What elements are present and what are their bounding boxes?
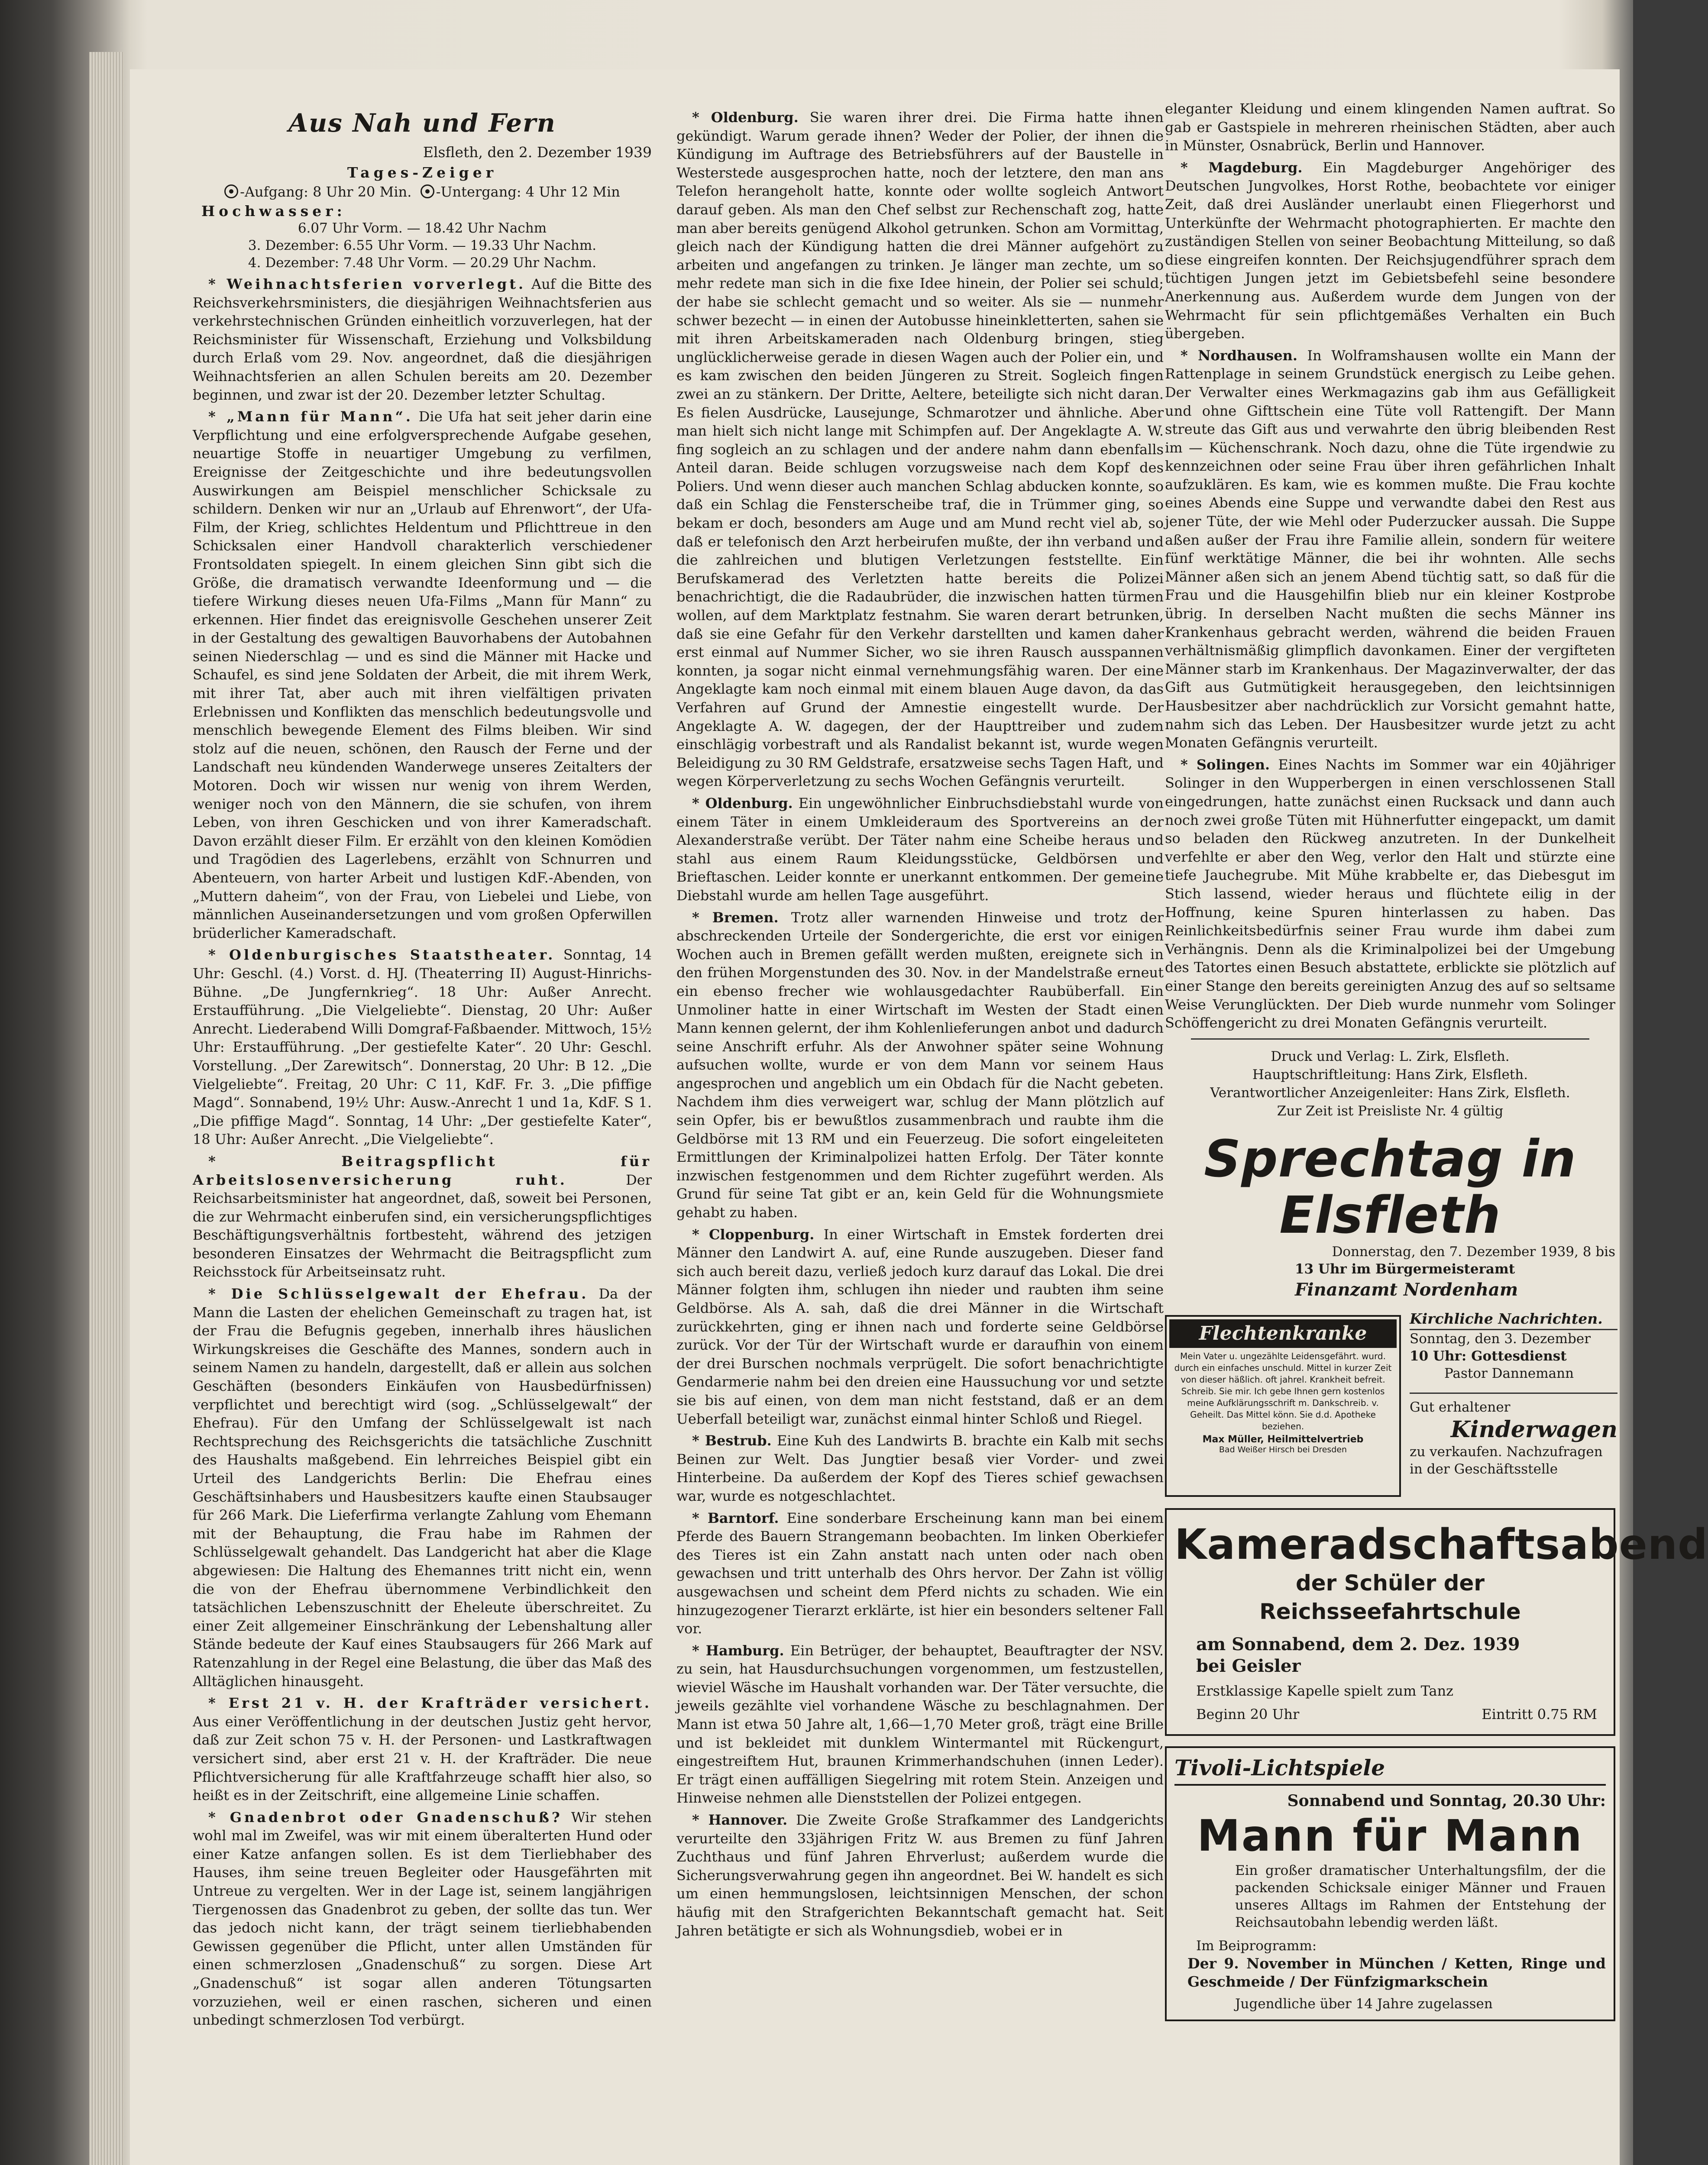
- article-text: In Wolframshausen wollte ein Mann der Rattenplage in seinem Grundstück energisch zu Leibe gehen. Der Verwalter eines Werkmagazins gab ihm aus Gefälligkeit und ohne Gifttschein eine Tüte voll Rattengift. Der Mann streute das Gift aus und verwahrte den übrig bleibenden Rest im — Küchenschrank. Noch dazu, ohne die Tüte irgendwie zu kennzeichnen oder seine Frau über ihren gefährlichen Inhalt aufzuklären. Es kam, wie es kommen mußte. Die Frau kochte eines Abends eine Suppe und verwandte dabei den Rest aus jener Tüte, der wie Mehl oder Puderzucker aussah. Die Suppe aßen außer der Frau ihre Familie allein, sondern für weitere fünf werktätige Männer, die bei ihr wohnten. Alle sechs Männer aßen sich an jenem Abend tüchtig satt, so daß für die Frau und die Hausgehilfin blieb nur ein kleiner Kostprobe übrig. In derselben Nacht mußten die sechs Männer ins Krankenhaus gebracht werden, während die beiden Frauen verhältnismäßig glimpflich davonkamen. Einer der vergifteten Männer starb im Krankenhaus. Der Magazinverwalter, der das Gift aus Gutmütigkeit herausgegeben, den leichtsinnigen Hausbesitzer aber nachdrücklich zur Vorsicht gemahnt hatte, nahm sich das Leben. Der Hausbesitzer wurde jetzt zu acht Monaten Gefängnis verurteilt.: [1165, 347, 1616, 751]
- article-text: Auf die Bitte des Reichsverkehrsministers, die diesjährigen Weihnachtsferien aus verkehrstechnischen Gründen einheitlich vorzuverlegen, hat der Reichsminister für Wissenschaft, Erziehung und Volksbildung durch Erlaß vom 29. Nov. angeordnet, daß die diesjährigen Weihnachtsferien an allen Schulen bereits am 20. Dezember beginnen, und zwar ist der 20. Dezember letzter Schultag.: [193, 276, 652, 403]
- ad-age: Jugendliche über 14 Jahre zugelassen: [1235, 1996, 1493, 2012]
- newspaper-page: [130, 69, 1708, 2165]
- article-place: * Magdeburg.: [1181, 159, 1303, 176]
- ad-kirchliche: [1410, 1309, 1617, 1478]
- ad-line: in der Geschäftsstelle: [1410, 1461, 1558, 1477]
- article-place: * Bestrub.: [692, 1432, 772, 1449]
- ad-headline: Sprechtag in Elsfleth: [1204, 1128, 1576, 1245]
- article-place: * Hannover.: [692, 1812, 788, 1829]
- sun-icon: [421, 184, 434, 198]
- ad-sprechtag: [1165, 1128, 1615, 1302]
- article-place: * Bremen.: [692, 909, 779, 926]
- article-text: Wir stehen wohl mal im Zweifel, was wir mit einem überalterten Hund oder einer Katze anfangen sollen. Es ist dem Tierliebhaber des Hauses, ihm seine treuen Begleiter oder Hausgefährten mit Untreue zu vergelten. Wer in der Lage ist, seinem langjährigen Tiergenossen das Gnadenbrot zu geben, der sollte das tun. Wer das jedoch nicht kann, der trägt seinem tierliebhabenden Gewissen gegenüber die Pflicht, unter allen Umständen für einen schmerzlosen „Gnadenschuß“ zu sorgen. Diese Art „Gnadenschuß“ ist sogar allen anderen Tötungsarten vorzuziehen, weil er einen raschen, sicheren und einen unbedingt schmerzlosen Tod verbürgt.: [193, 1809, 652, 2029]
- article-text: Eines Nachts im Sommer war ein 40jähriger Solinger in den Wupperbergen in einen verschlossenen Stall eingedrungen, hatte zunächst einen Rucksack und dann auch noch zwei große Tüten mit Hühnerfutter eingepackt, um damit so beladen den Rückweg anzutreten. In der Dunkelheit verfehlte er aber den Weg, verlor den Halt und stürzte eine tiefe Jauchegrube. Mit Mühe krabbelte er, das Diebesgut im Stich lassend, wieder heraus und flüchtete eilig in der Hoffnung, keine Spuren hinterlassen zu haben. Das Reinlichkeitsbedürfnis seiner Frau wurde ihm dabei zum Verhängnis. Denn als die Kriminalpolizei bei der Umgebung des Tatortes einen Besuch abstattete, erblickte sie plötzlich auf einer Stange den bereits gereinigten Anzug des auf so seltsame Weise Verunglückten. Der Dieb wurde nunmehr vom Solinger Schöffengericht zu drei Monaten Gefängnis verurteilt.: [1165, 756, 1616, 1031]
- tide-line: 3. Dezember: 6.55 Uhr Vorm. — 19.33 Uhr Nachm.: [248, 238, 597, 253]
- article: [676, 1225, 1164, 1428]
- sunset-text: -Untergang: 4 Uhr 12 Min: [436, 184, 620, 200]
- ad-date: am Sonnabend, dem 2. Dez. 1939: [1196, 1634, 1520, 1654]
- article-place: * Oldenburg.: [692, 795, 793, 811]
- article-place: * Solingen.: [1181, 756, 1270, 773]
- article: [193, 1285, 652, 1690]
- article: [1165, 346, 1615, 752]
- section-title: Aus Nah und Fern: [288, 108, 556, 138]
- article-place: * Cloppenburg.: [692, 1226, 815, 1243]
- article: [1165, 100, 1615, 155]
- almanac-title: Tages-Zeiger: [347, 164, 498, 181]
- article: [676, 108, 1164, 791]
- ad-entry: Eintritt 0.75 RM: [1482, 1706, 1597, 1722]
- article-place: * Barntorf.: [692, 1509, 779, 1526]
- tide-line: 6.07 Uhr Vorm. — 18.42 Uhr Nachm: [298, 220, 547, 236]
- ad-venue: bei Geisler: [1196, 1655, 1301, 1676]
- ad-desc: Ein großer dramatischer Unterhaltungsfilm, der die packenden Schicksale einiger Männer und Frauen unseres Alltags im Rahmen der Entstehung der Reichsautobahn lebendig werden läßt.: [1235, 1862, 1606, 1930]
- article-text: Ein ungewöhnlicher Einbruchsdiebstahl wurde von einem Täter in einem Umkleideraum des Sportvereins an der Alexanderstraße verübt. Der Täter nahm eine Scheibe heraus und stahl aus einem Raum Kleidungsstücke, Geldbörsen und Brieftaschen. Leider konnte er unerkannt entkommen. Der gemeine Diebstahl wurde am hellen Tage ausgeführt.: [676, 795, 1164, 904]
- imprint-line: Hauptschriftleitung: Hans Zirk, Elsfleth.: [1252, 1066, 1528, 1082]
- article-text: Der Reichsarbeitsminister hat angeordnet, daß, soweit bei Personen, die zur Wehrmacht einberufen sind, ein versicherungspflichtiges Beschäftigungsverhältnis fortbesteht, während des jetzigen besonderen Einsatzes der Wehrmacht die Beitragspflicht zum Reichsstock für Arbeitseinsatz ruht.: [193, 1171, 652, 1280]
- ad-when: Sonnabend und Sonntag, 20.30 Uhr:: [1287, 1791, 1606, 1810]
- article: [1165, 756, 1615, 1032]
- column-3: [1165, 100, 1708, 2021]
- divider: [1191, 1038, 1589, 1040]
- ad-line: Erstklassige Kapelle spielt zum Tanz: [1196, 1682, 1454, 1699]
- article-text: Sie waren ihrer drei. Die Firma hatte ihnen gekündigt. Warum gerade ihnen? Weder der Polier, der ihnen die Kündigung im Auftrage des Betriebsführers auf der Baustelle in Westerstede ausgesprochen hatte, noch der letztere, den man ans Telefon herangeholt hatte, konnte oder wollte sogleich Antwort darauf geben. Als man den Chef selbst zur Rechenschaft zog, hatte man aber bereits genügend Alkohol getrunken. Schon am Vormittag, gleich nach der Kündigung hatten die drei Männer aufgehört zu arbeiten und angefangen zu trinken. Je länger man zechte, um so mehr redete man sich in die fixe Idee hinein, der Polier sei schuld; der habe sie schlecht gemacht und so weiter. Als sie — nunmehr schwer bezecht — in einen der Autobusse hineinkletterten, sahen sie mit ihren Arbeitskameraden nach Oldenburg bringen, stieg unglücklicherweise gerade in diesen Wagen auch der Polier ein, und es kam zwischen den beiden Jüngeren zu Streit. Sogleich fingen zwei an zu stänkern. Der Dritte, Aeltere, beteiligte sich nicht daran. Es fielen Ausdrücke, Lausejunge, Schmarotzer und ähnliche. Aber man hielt sich nicht lange mit Schimpfen auf. Der Angeklagte A. W. fing sogleich an zu schlagen und der andere nahm dann ebenfalls Anteil daran. Beide schlugen vorzugsweise nach dem Kopf des Poliers. Und wenn dieser auch manchen Schlag abducken konnte, so daß ein Schlag die Fensterscheibe traf, die in Trümmer ging, so bekam er doch, besonders am Auge und am Mund recht viel ab, so daß er telefonisch den Arzt herbeirufen mußte, der ihn verband und die zahlreichen und blutigen Verletzungen feststellte. Ein Berufskamerad des Verletzten hatte bereits die Polizei benachrichtigt, die die Radaubrüder, die inzwischen hatten türmen wollen, auf dem Marktplatz festnahm. Sie waren derart betrunken, daß sie eine Gefahr für den Verkehr darstellten und kamen daher erst einmal auf Nummer Sicher, wo sie ihren Rausch ausspannen konnten, ja sogar nicht einmal vernehmungsfähig waren. Der eine Angeklagte kam noch einmal mit einem blauen Auge davon, da das Verfahren auf Grund der Amnestie eingestellt wurde. Der Angeklagte A. W. dagegen, der der Haupttreiber und zudem einschlägig vorbestraft und als Randalist bekannt ist, wurde wegen Beleidigung zu 30 RM Geldstrafe, ersatzweise sechs Tagen Haft, und wegen Körperverletzung zu sechs Wochen Gefängnis verurteilt.: [676, 109, 1164, 790]
- article: [676, 908, 1164, 1222]
- ad-text: Mein Vater u. ungezählte Leidensgefährt. wurd. durch ein einfaches unschuld. Mittel in kurzer Zeit von dieser häßlich. oft jahrel. Krankheit befreit. Schreib. Sie mir. Ich gebe Ihnen gern kostenlos meine Aufklärungsschrift m. Dankschreib. v. Geheilt. Das Mittel könn. Sie d.d. Apotheke beziehen.: [1174, 1351, 1392, 1431]
- article: [1165, 158, 1615, 343]
- article-text: Aus einer Veröffentlichung in der deutschen Justiz geht hervor, daß zur Zeit schon 75 v. H. der Personen- und Lastkraftwagen versichert sind, aber erst 21 v. H. der Krafträder. Die neue Pflichtversicherung für alle Kraftfahrzeuge schafft hier also, so heißt es in der Zeitschrift, eine allgemeine Linie schaffen.: [193, 1713, 652, 1804]
- article-text: Sonntag, 14 Uhr: Geschl. (4.) Vorst. d. HJ. (Theaterring II) August-Hinrichs-Bühne. „De Jungfernkrieg“. 18 Uhr: Außer Anrecht. Erstaufführung. „Die Vielgeliebte“. Dienstag, 20 Uhr: Außer Anrecht. Liederabend Willi Domgraf-Faßbaender. Mittwoch, 15½ Uhr: Erstaufführung. „Der gestiefelte Kater“. 20 Uhr: Geschl. Vorstellung. „Der Zarewitsch“. Donnerstag, 20 Uhr: B 12. „Die Vielgeliebte“. Freitag, 20 Uhr: C 11, KdF. Fr. 3. „Die pfiffige Magd“. Sonnabend, 19½ Uhr: Ausw.-Anrecht 1 und 1a, KdF. S 1. „Die pfiffige Magd“. Sonntag, 14 Uhr: „Der gestiefelte Kater“, 18 Uhr: Außer Anrecht. „Die Vielgeliebte“.: [193, 947, 652, 1148]
- article-text: Ein Betrüger, der behauptet, Beauftragter der NSV. zu sein, hat Hausdurchsuchungen vorgenommen, um festzustellen, wieviel Wäsche im Haushalt vorhanden war. Der Täter versuchte, die jeweils gezählte viel vorhandene Wäsche zu beschlagnahmen. Der Mann ist etwa 50 Jahre alt, 1,66—1,70 Meter groß, trägt eine Brille und ist bekleidet mit dunklem Wintermantel mit Rückengurt, eingestreiftem Hut, braunen Krimmerhandschuhen (innen Leder). Er trägt einen auffälligen Siegelring mit rotem Stein. Anzeigen und Hinweise nehmen alle Dienststellen der Polizei entgegen.: [676, 1642, 1164, 1806]
- ad-line: zu verkaufen. Nachzufragen: [1410, 1444, 1603, 1460]
- article: [193, 1694, 652, 1805]
- article-text: Die Ufa hat seit jeher darin eine Verpflichtung und eine erfolgversprechende Aufgabe gesehen, neuartige Stoffe in neuartiger Umgebung zu verfilmen, Ereignisse der Zeitgeschichte und ihre bedeutungsvollen Auswirkungen am Beispiel menschlicher Schicksale zu schildern. Denken wir nur an „Urlaub auf Ehrenwort“, der Ufa-Film, der Krieg, schlichtes Heldentum und Pflichttreue in den Schicksalen einer Handvoll charakterlich verschiedener Frontsoldaten spiegelt. In einem gleichen Sinn gibt sich die Größe, die dramatisch verwandte Ideenformung und — die tiefere Wirkung dieses neuen Ufa-Films „Mann für Mann“ zu erkennen. Hier findet das ereignisvolle Geschehen unserer Zeit in der Gestaltung des gewaltigen Bauvorhabens der Autobahnen seinen Niederschlag — und es sind die Männer mit Hacke und Schaufel, es sind jene Soldaten der Arbeit, die mit ihrem Werk, mit ihrer Tat, aber auch mit ihren vielfältigen privaten Erlebnissen und Konflikten das menschlich bedeutungsvolle und menschlich bewegende Element des Films bleiben. Wir sind stolz auf die neuen, schönen, den Rausch der Ferne und der Landschaft neu kündenden Wanderwege unseres Zeitalters der Motoren. Doch wir wissen nur wenig von ihrem Werden, weniger noch von den Männern, die sie schufen, von ihrem Leben, von ihren Geschicken und von ihrer Kameradschaft. Davon erzählt dieser Film. Er erzählt von den kleinen Komödien und Tragödien des Lagerlebens, erzählt von Schnurren und Abenteuern, von harter Arbeit und lustigen KdF.-Abenden, von „Muttern daheim“, von der Frau, von Liebelei und Liebe, von männlichen Auseinandersetzungen und vom großen Opferwillen brüderlicher Kameradschaft.: [193, 408, 652, 941]
- ad-title: Kirchliche Nachrichten.: [1410, 1309, 1617, 1330]
- divider: [1410, 1393, 1617, 1394]
- ad-tivoli: [1165, 1746, 1615, 2021]
- ad-address: Bad Weißer Hirsch bei Dresden: [1219, 1444, 1347, 1454]
- imprint-line: Zur Zeit ist Preisliste Nr. 4 gültig: [1277, 1103, 1504, 1119]
- page-edges: [89, 52, 124, 2165]
- article: [193, 275, 652, 404]
- ad-row: [1165, 1309, 1615, 1499]
- article: [193, 1808, 652, 2029]
- ad-beiprog-title: Im Beiprogramm:: [1196, 1938, 1317, 1954]
- ad-footer: [1174, 1705, 1606, 1724]
- column-2: [676, 108, 1164, 1943]
- article: [676, 1509, 1164, 1638]
- dateline: Elsfleth, den 2. Dezember 1939: [423, 144, 652, 161]
- article-text: In einer Wirtschaft in Emstek forderten drei Männer den Landwirt A. auf, eine Runde auszugeben. Dieser fand sich auch bereit dazu, verließ jedoch kurz darauf das Lokal. Die drei Männer folgten ihm, schlugen ihn nieder und raubten ihm seine Geldbörse. Als A. sah, daß die drei Männer in die Wirtschaft zurückkehrten, ging er ihnen nach und forderte seine Geldbörse zurück. Vor der Tür der Wirtschaft wurde er daraufhin von einem der drei Burschen nochmals verprügelt. Die sofort benachrichtigte Gendarmerie nahm bei den dreien eine Haussuchung vor und setzte sie bis auf einen, von dem man nicht feststand, daß er an dem Ueberfall beteiligt war, zunächst einmal hinter Schloß und Riegel.: [676, 1226, 1164, 1427]
- hochwasser-title: Hochwasser:: [201, 203, 346, 220]
- ad-subhead: der Schüler der Reichsseefahrtschule: [1259, 1570, 1521, 1624]
- article: [676, 1811, 1164, 1940]
- ad-begin: Beginn 20 Uhr: [1196, 1706, 1300, 1722]
- ad-signature: Max Müller, Heilmittelvertrieb: [1202, 1434, 1364, 1445]
- article: [676, 1642, 1164, 1807]
- sun-times: [193, 184, 652, 200]
- ad-line: 10 Uhr: Gottesdienst: [1410, 1348, 1567, 1364]
- ad-kameradschaftsabend: [1165, 1508, 1708, 1736]
- article-text: Die Zweite Große Strafkammer des Landgerichts verurteilte den 33jährigen Fritz W. aus Bremen zu fünf Jahren Zuchthaus und fünf Jahren Ehrverlust; außerdem wurde die Sicherungsverwahrung gegen ihn angeordnet. Bei W. handelt es sich um einen hemmungslosen, leichtsinnigen Menschen, der schon häufig mit den Strafgerichten Bekanntschaft gemacht hat. Seit Jahren betätigte er sich als Wohnungsdieb, wobei er in: [676, 1812, 1164, 1939]
- imprint: [1165, 1047, 1615, 1120]
- article-text: eleganter Kleidung und einem klingenden Namen auftrat. So gab er Gastspiele in mehreren rheinischen Städten, aber auch in Münster, Osnabrück, Berlin und Hannover.: [1165, 100, 1615, 154]
- article-topic: * Oldenburgisches Staatstheater.: [208, 947, 556, 963]
- sun-icon: [224, 184, 238, 198]
- article: [193, 407, 652, 942]
- article: [676, 794, 1164, 905]
- tide-line: 4. Dezember: 7.48 Uhr Vorm. — 20.29 Uhr Nachm.: [248, 255, 597, 271]
- ad-line: Sonntag, den 3. Dezember: [1410, 1331, 1591, 1347]
- article-topic: * Die Schlüsselgewalt der Ehefrau.: [208, 1286, 589, 1302]
- imprint-line: Verantwortlicher Anzeigenleiter: Hans Zirk, Elsfleth.: [1210, 1085, 1570, 1101]
- ad-line: Donnerstag, den 7. Dezember 1939, 8 bis: [1332, 1244, 1615, 1260]
- article-place: * Nordhausen.: [1181, 347, 1298, 364]
- ad-headline: Kameradschaftsabend: [1174, 1520, 1708, 1569]
- column-1: [193, 108, 652, 2033]
- article-text: Eine sonderbare Erscheinung kann man bei einem Pferde des Bauern Strangemann beobachten. Im linken Oberkiefer des Tieres ist ein Zahn anstatt nach unten oder nach oben gewachsen und tritt unterhalb des Ohrs hervor. Der Zahn ist völlig ausgewachsen und scheint dem Pferd nichts zu schaden. Wie ein hinzugezogener Tierarzt erklärte, ist hier ein besonders seltener Fall vor.: [676, 1509, 1164, 1637]
- article-text: Da der Mann die Lasten der ehelichen Gemeinschaft zu tragen hat, ist der Frau die Befugnis gegeben, innerhalb ihres häuslichen Wirkungskreises die Geschäfte des Mannes, sondern auch in seinem Namen zu handeln, dargestellt, daß er allein aus solchen Geschäften (besonders Einkäufen von Hausbedürfnissen) verpflichtet und berechtigt wird (sog. „Schlüsselgewalt“ der Ehefrau). Für den Umfang der Schlüsselgewalt ist nach Rechtsprechung des Reichsgerichts die tatsächliche Zuschnitt des Haushalts maßgebend. Ein lehrreiches Beispiel gibt ein Urteil des Landgerichts Berlin: Die Ehefrau eines Geschäftsinhabers und Hausbesitzers kaufte einen Staubsauger für 266 Mark. Die Lieferfirma verlangte Zahlung vom Ehemann mit der Behauptung, die Frau habe im Rahmen der Schlüsselgewalt gehandelt. Das Landgericht hat aber die Klage abgewiesen: Die Haltung des Ehemannes tritt nicht ein, wenn die von der Ehefrau übernommene Verbindlichkeit den tatsächlichen Lebenszuschnitt der Eheleute überschreitet. Zu einer Zeit allgemeiner Einschränkung der Lebenshaltung aller Stände bedeute der Kauf eines Staubsaugers für 266 Mark auf Ratenzahlung in der Regel eine Belastung, die über das Maß des Alltäglichen hinausgeht.: [193, 1286, 652, 1690]
- sunrise-text: -Aufgang: 8 Uhr 20 Min.: [240, 184, 412, 200]
- ad-line: Finanzamt Nordenham: [1295, 1279, 1518, 1300]
- ad-line: Gut erhaltener: [1410, 1399, 1511, 1415]
- imprint-line: Druck und Verlag: L. Zirk, Elsfleth.: [1271, 1048, 1510, 1064]
- article-text: Trotz aller warnenden Hinweise und trotz der abschreckenden Urteile der Sondergerichte, die erst vor einigen Wochen auch in Bremen gefällt werden mußten, ereignete sich in den frühen Morgenstunden des 30. Nov. in der Mandelstraße erneut ein ebenso frecher wie wohlausgedachter Raubüberfall. Ein Unmoliner hatte in einer Wirtschaft im Westen der Stadt einen Mann kennen gelernt, der ihm Kohlenlieferungen anbot und dadurch seine Anschrift erfuhr. Als der Anwohner später seine Wohnung aufsuchen wollte, wurde er von dem Mann vor seinem Haus angesprochen und angeblich um ein Obdach für die Nacht gebeten. Nachdem ihm dies verweigert war, schlug der Mann plötzlich auf sein Opfer, bis er bewußtlos zusammenbrach und raubte ihm die Geldbörse mit 13 RM und ein Feuerzeug. Die sofort eingeleiteten Ermittlungen der Kriminalpolizei hatten Erfolg. Der Täter konnte inzwischen festgenommen und dem Richter zugeführt werden. Als Grund für seine Tat gibt er an, kein Geld für die Wohnungsmiete gehabt zu haben.: [676, 909, 1164, 1221]
- ad-flechtenkranke: [1165, 1315, 1401, 1497]
- article-topic: * Beitragspflicht für Arbeitslosenversicherung ruht.: [193, 1153, 652, 1188]
- ad-line: Pastor Dannemann: [1444, 1365, 1574, 1381]
- article-topic: * „Mann für Mann“.: [208, 408, 414, 425]
- article-text: Ein Magdeburger Angehöriger des Deutschen Jungvolkes, Horst Rothe, beobachtete vor einiger Zeit, daß drei Ausländer unerlaubt einen Fliegerhorst und Unterkünfte der Wehrmacht photographierten. Er machte den zuständigen Stellen von seiner Beobachtung Mitteilung, so daß diese eingreifen konnten. Der Reichsjugendführer sprach dem tüchtigen Jungen jetzt im Gebietsbefehl seine besondere Anerkennung aus. Außerdem wurde dem Jungen von der Wehrmacht für sein pflichtgemäßes Verhalten ein Buch übergeben.: [1165, 159, 1616, 342]
- ad-headline: Kinderwagen: [1450, 1416, 1617, 1443]
- article: [193, 1152, 652, 1281]
- ad-line: 13 Uhr im Bürgermeisteramt: [1295, 1261, 1515, 1277]
- ad-film-title: Mann für Mann: [1197, 1810, 1583, 1861]
- article-text: Eine Kuh des Landwirts B. brachte ein Kalb mit sechs Beinen zur Welt. Das Jungtier besaß vier Vorder- und zwei Hinterbeine. Da außerdem der Kopf des Tieres schief gewachsen war, wurde es notgeschlachtet.: [676, 1432, 1164, 1504]
- article: [676, 1431, 1164, 1505]
- article: [193, 946, 652, 1149]
- article-topic: * Gnadenbrot oder Gnadenschuß?: [208, 1809, 563, 1826]
- article-place: * Hamburg.: [692, 1642, 784, 1659]
- ad-beiprog: Der 9. November in München / Ketten, Ringe und Geschmeide / Der Fünfzigmarkschein: [1187, 1955, 1606, 1990]
- article-place: * Oldenburg.: [692, 109, 799, 126]
- article-topic: * Weihnachtsferien vorverlegt.: [208, 276, 526, 292]
- ad-brand: Flechtenkranke: [1169, 1319, 1397, 1348]
- article-topic: * Erst 21 v. H. der Krafträder versichert.: [208, 1695, 652, 1712]
- ad-cinema: Tivoli-Lichtspiele: [1174, 1755, 1606, 1786]
